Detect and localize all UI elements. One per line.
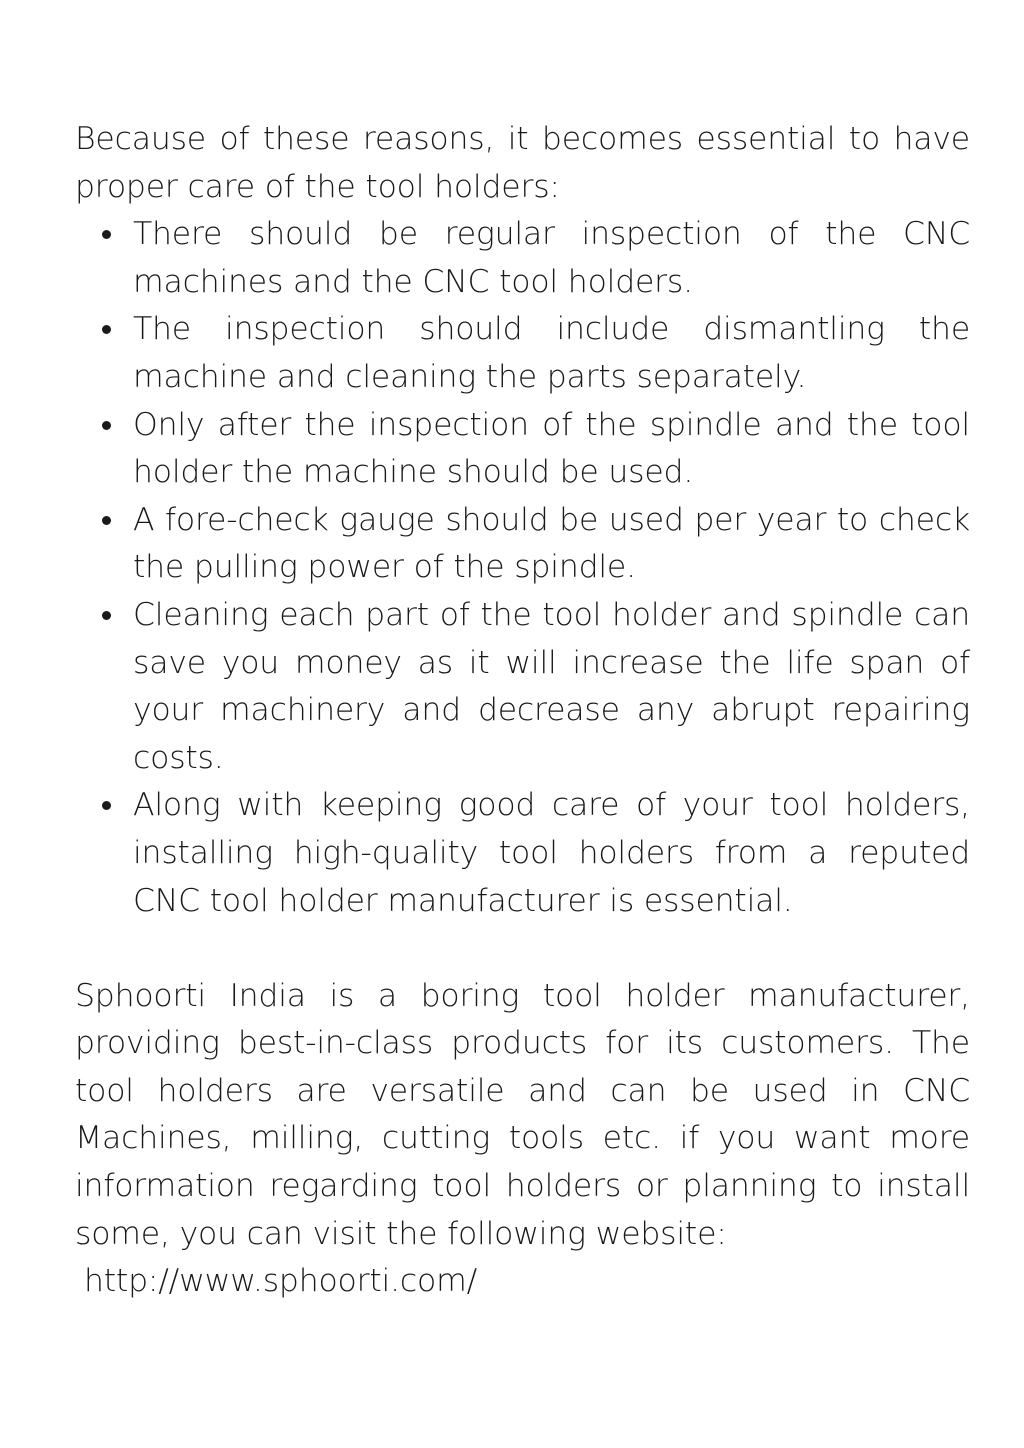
list-item-text: Along with keeping good care of your tool holders, installing high-quality tool holders from a reputed CNC tool holder manufacturer is essential.: [133, 787, 970, 919]
list-item: [75, 402, 970, 497]
list-item-text: The inspection should include dismantling the machine and cleaning the parts separately.: [133, 311, 970, 395]
bullet-icon: [102, 230, 111, 239]
list-item: [75, 211, 970, 306]
closing-paragraph: Sphoorti India is a boring tool holder manufacturer, providing best-in-class products for its customers. The tool holders are versatile and can be used in CNC Machines, milling, cutting tools etc. if you want more information regarding tool holders or planning to install some, you can visit the following website:: [75, 977, 970, 1252]
paragraph-spacer: [75, 925, 970, 973]
list-item: [75, 592, 970, 782]
list-item-text: There should be regular inspection of the CNC machines and the CNC tool holders.: [133, 216, 970, 300]
bullet-icon: [102, 611, 111, 620]
bullet-icon: [102, 516, 111, 525]
care-list: [75, 211, 970, 925]
bullet-icon: [102, 421, 111, 430]
bullet-icon: [102, 325, 111, 334]
document-page: [75, 116, 970, 1306]
list-item-text: Only after the inspection of the spindle and the tool holder the machine should be used.: [133, 406, 970, 491]
list-item: [75, 782, 970, 925]
intro-paragraph: Because of these reasons, it becomes essential to have proper care of the tool holders:: [75, 121, 970, 205]
bullet-icon: [102, 801, 111, 810]
list-item-text: A fore-check gauge should be used per year to check the pulling power of the spindle.: [133, 501, 970, 586]
website-link[interactable]: http://www.sphoorti.com/: [84, 1263, 477, 1300]
list-item: [75, 306, 970, 401]
list-item: [75, 497, 970, 592]
list-item-text: Cleaning each part of the tool holder and spindle can save you money as it will increase the life span of your machinery and decrease any abrupt repairing costs.: [133, 596, 970, 776]
